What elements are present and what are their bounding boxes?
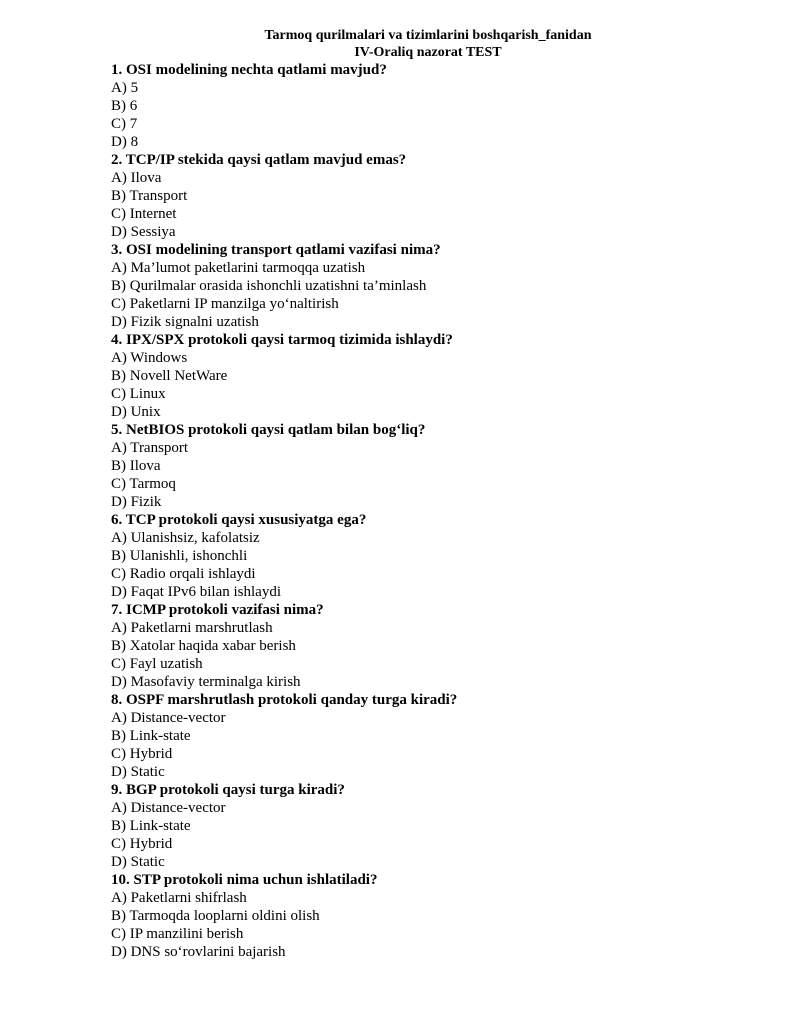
question-text: 9. BGP protokoli qaysi turga kiradi? <box>111 782 345 798</box>
option-d: D) DNS so‘rovlarini bajarish <box>111 944 286 960</box>
option-b: B) Ulanishli, ishonchli <box>111 548 248 564</box>
option-a: A) Ilova <box>111 170 162 186</box>
option-d: D) Fizik signalni uzatish <box>111 314 259 330</box>
option-a: A) Paketlarni shifrlash <box>111 890 247 906</box>
option-d: D) 8 <box>111 134 139 150</box>
question-text: 2. TCP/IP stekida qaysi qatlam mavjud emas? <box>111 152 407 168</box>
question-text: 8. OSPF marshrutlash protokoli qanday turga kiradi? <box>111 692 458 708</box>
question-text: 6. TCP protokoli qaysi xususiyatga ega? <box>111 512 367 528</box>
option-d: D) Sessiya <box>111 224 176 240</box>
question-2 <box>111 151 751 241</box>
option-b: B) Xatolar haqida xabar berish <box>111 638 296 654</box>
question-text: 7. ICMP protokoli vazifasi nima? <box>111 602 324 618</box>
option-b: B) Ilova <box>111 458 161 474</box>
option-d: D) Static <box>111 764 165 780</box>
question-text: 1. OSI modelining nechta qatlami mavjud? <box>111 62 387 78</box>
option-c: C) 7 <box>111 116 138 132</box>
question-3 <box>111 241 751 331</box>
option-c: C) Radio orqali ishlaydi <box>111 566 256 582</box>
question-10 <box>111 871 751 961</box>
option-a: A) Paketlarni marshrutlash <box>111 620 273 636</box>
question-text: 4. IPX/SPX protokoli qaysi tarmoq tizimida ishlaydi? <box>111 332 453 348</box>
question-4 <box>111 331 751 421</box>
question-7 <box>111 601 751 691</box>
option-d: D) Static <box>111 854 165 870</box>
option-a: A) Transport <box>111 440 189 456</box>
option-d: D) Masofaviy terminalga kirish <box>111 674 301 690</box>
option-c: C) IP manzilini berish <box>111 926 244 942</box>
option-d: D) Faqat IPv6 bilan ishlaydi <box>111 584 281 600</box>
option-c: C) Hybrid <box>111 836 173 852</box>
option-b: B) Qurilmalar orasida ishonchli uzatishni ta’minlash <box>111 278 427 294</box>
option-c: C) Fayl uzatish <box>111 656 203 672</box>
option-b: B) Link-state <box>111 818 191 834</box>
option-b: B) Link-state <box>111 728 191 744</box>
question-6 <box>111 511 751 601</box>
option-c: C) Tarmoq <box>111 476 176 492</box>
document-title: Tarmoq qurilmalari va tizimlarini boshqarish_fanidan <box>264 28 592 43</box>
question-5 <box>111 421 751 511</box>
option-c: C) Paketlarni IP manzilga yo‘naltirish <box>111 296 339 312</box>
question-text: 10. STP protokoli nima uchun ishlatiladi? <box>111 872 378 888</box>
document-header <box>0 27 800 61</box>
option-c: C) Hybrid <box>111 746 173 762</box>
question-list <box>111 61 751 961</box>
option-d: D) Unix <box>111 404 161 420</box>
option-b: B) Transport <box>111 188 188 204</box>
question-text: 3. OSI modelining transport qatlami vazifasi nima? <box>111 242 441 258</box>
question-1 <box>111 61 751 151</box>
option-b: B) 6 <box>111 98 138 114</box>
option-b: B) Novell NetWare <box>111 368 228 384</box>
option-a: A) Ulanishsiz, kafolatsiz <box>111 530 260 546</box>
document-subtitle: IV-Oraliq nazorat TEST <box>354 45 502 60</box>
option-a: A) Distance-vector <box>111 710 226 726</box>
option-d: D) Fizik <box>111 494 162 510</box>
option-c: C) Internet <box>111 206 177 222</box>
option-a: A) Windows <box>111 350 188 366</box>
question-text: 5. NetBIOS protokoli qaysi qatlam bilan bog‘liq? <box>111 422 426 438</box>
option-a: A) 5 <box>111 80 139 96</box>
option-b: B) Tarmoqda looplarni oldini olish <box>111 908 320 924</box>
question-8 <box>111 691 751 781</box>
option-c: C) Linux <box>111 386 166 402</box>
option-a: A) Distance-vector <box>111 800 226 816</box>
option-a: A) Ma’lumot paketlarini tarmoqqa uzatish <box>111 260 366 276</box>
question-9 <box>111 781 751 871</box>
